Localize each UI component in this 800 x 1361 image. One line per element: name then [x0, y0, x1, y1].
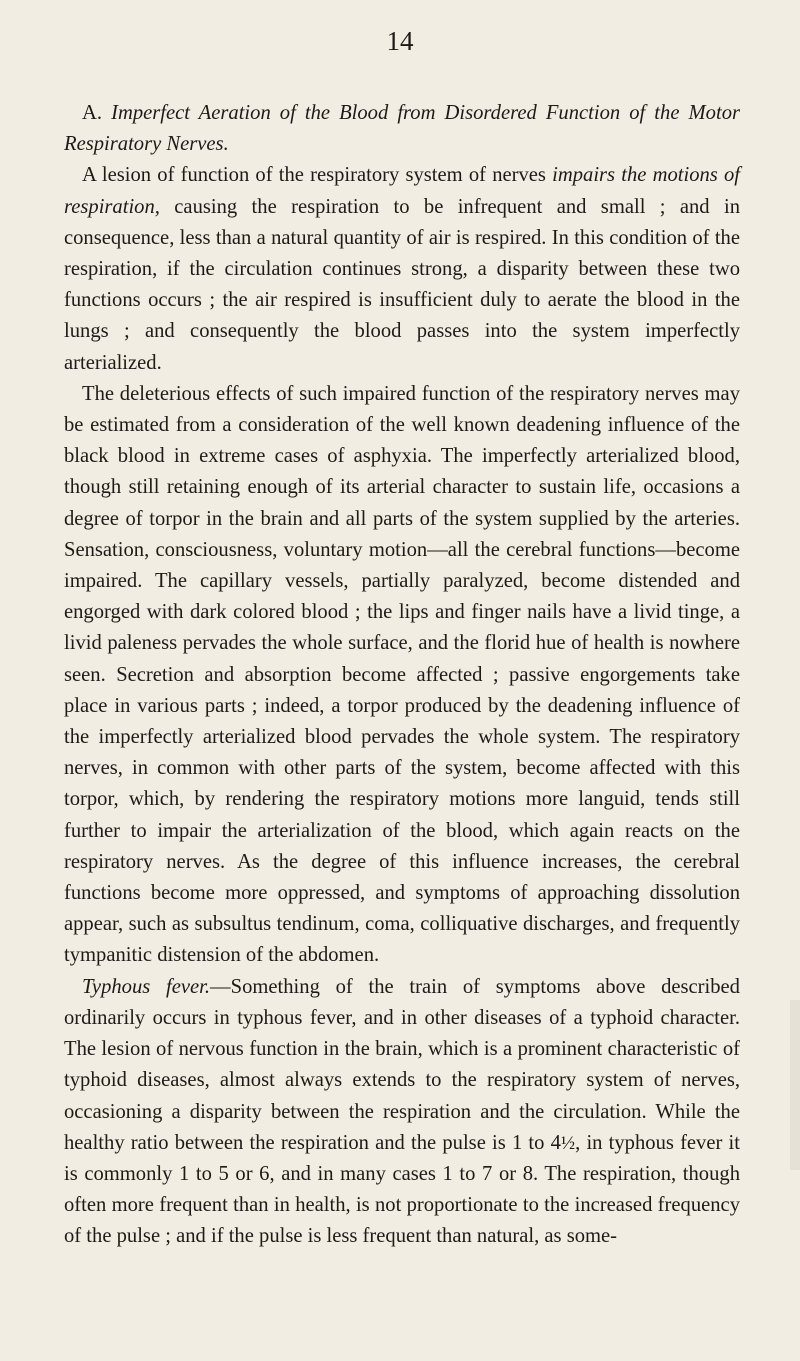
- section-heading: [64, 98, 740, 160]
- paragraph-3: [64, 972, 740, 1253]
- paragraph-1-text-end: causing the respiration to be infrequent and small ; and in consequence, less than a natural quantity of air is respired. In this condition of the respiration, if the circulation continues strong, a disparity between these two functions occurs ; the air respired is insufficient duly to aerate the blood in the lungs ; and consequently the blood passes into the system imperfectly arterialized.: [64, 195, 740, 374]
- paragraph-3-lead: Typhous fever.: [82, 975, 211, 998]
- ratio-fraction: ½: [560, 1132, 576, 1154]
- page-body: [64, 98, 740, 1253]
- page-edge-shadow: [790, 1000, 800, 1170]
- paragraph-3-text-start: —Something of the train of symptoms above described ordinarily occurs in typhous fever, and in other diseases of a typhoid character. The lesion of nervous function in the brain, which is a prominent characteristic of typhoid diseases, almost always extends to the respiratory system of nerves, occasioning a disparity between the respiration and the circulation. While the healthy ratio between the respiration and the pulse is 1 to 4: [64, 975, 740, 1154]
- paragraph-3-text-end: , in typhous fever it is commonly 1 to 5 or 6, and in many cases 1 to 7 or 8. The respiration, though often more frequent than in health, is not proportionate to the increased frequency of the pulse ; and if the pulse is less frequent than natural, as some-: [64, 1131, 740, 1248]
- section-title: Imperfect Aeration of the Blood from Disordered Function of the Motor Respiratory Nerves.: [64, 102, 741, 156]
- paragraph-1-emphasis: impairs the motions of respiration,: [64, 164, 740, 218]
- paragraph-1: [64, 160, 740, 378]
- page-number: 14: [386, 26, 414, 56]
- paragraph-1-text-start: A lesion of function of the respiratory system of nerves: [82, 164, 553, 187]
- section-letter: A.: [82, 102, 103, 124]
- paragraph-2: The deleterious effects of such impaired function of the respiratory nerves may be estimated from a consideration of the well known deadening influence of the black blood in extreme cases of asphyxia. The imperfectly arterialized blood, though still retaining enough of its arterial character to sustain life, occasions a degree of torpor in the brain and all parts of the system supplied by the arteries. Sensation, consciousness, voluntary motion—all the cerebral functions—become impaired. The capillary vessels, partially paralyzed, become distended and engorged with dark colored blood ; the lips and finger nails have a livid tinge, a livid paleness pervades the whole surface, and the florid hue of health is nowhere seen. Secretion and absorption become affected ; passive engorgements take place in various parts ; indeed, a torpor produced by the deadening influence of the imperfectly arterialized blood pervades the whole system. The respiratory nerves, in common with other parts of the system, become affected with this torpor, which, by rendering the respiratory motions more languid, tends still further to impair the arterialization of the blood, which again reacts on the respiratory nerves. As the degree of this influence increases, the cerebral functions become more oppressed, and symptoms of approaching dissolution appear, such as subsultus tendinum, coma, colliquative discharges, and frequently tympanitic distension of the abdomen.: [64, 382, 740, 967]
